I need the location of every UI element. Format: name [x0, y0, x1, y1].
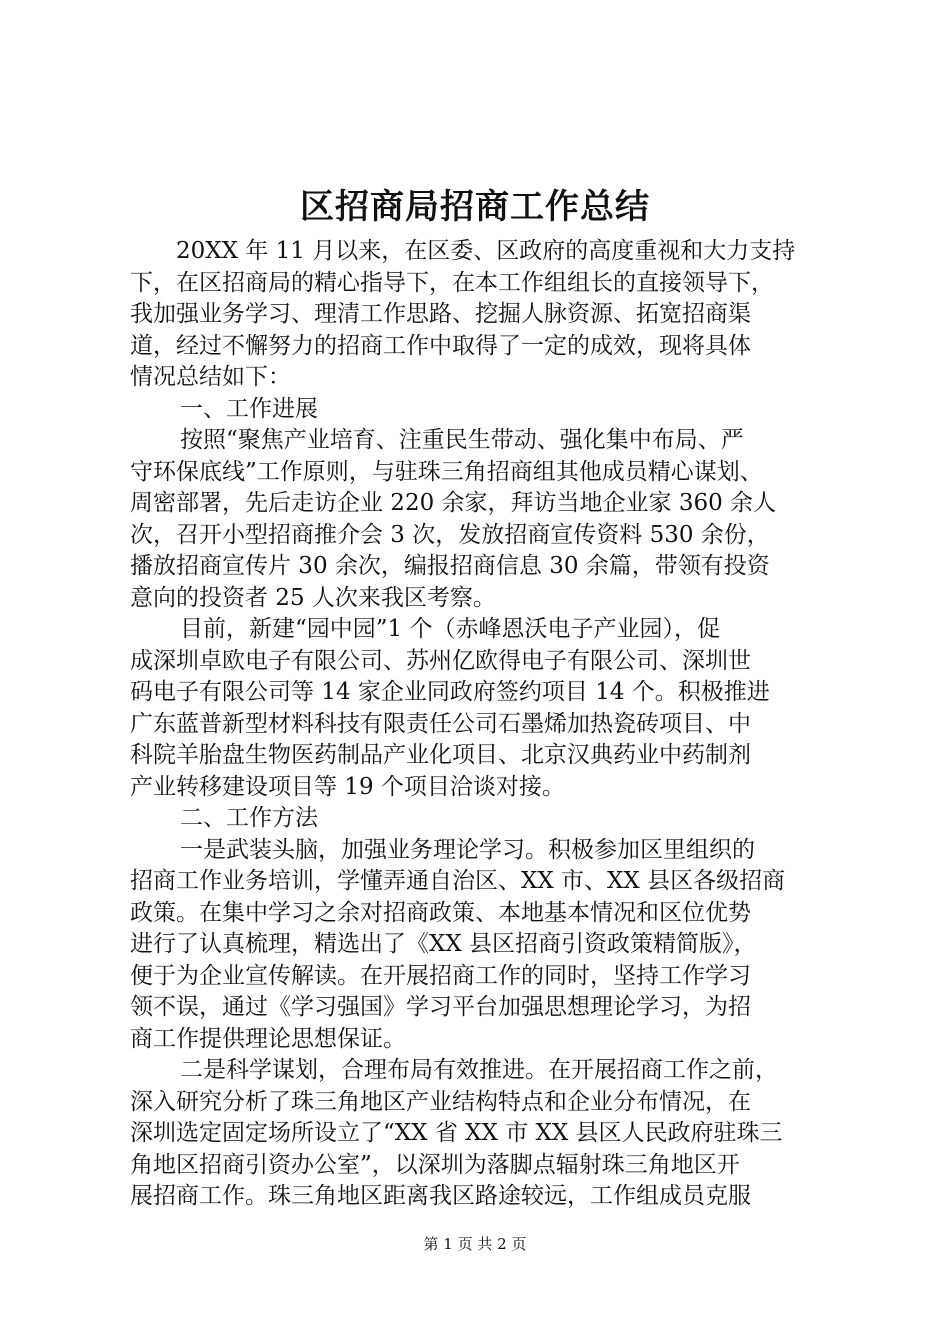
body-line-21: 招商工作业务培训，学懂弄通自治区、XX 市、XX 县区各级招商 [130, 868, 786, 894]
body-line-8: 守环保底线”工作原则，与驻珠三角招商组其他成员精心谋划、 [130, 458, 763, 485]
body-line-10: 次，召开小型招商推介会 3 次，发放招商宣传资料 530 余份， [130, 521, 770, 548]
body-line-22: 政策。在集中学习之余对招商政策、本地基本情况和区位优势 [130, 899, 751, 926]
body-line-13: 目前，新建“园中园”1 个（赤峰恩沃电子产业园），促 [180, 616, 720, 642]
body-line-11: 播放招商宣传片 30 余次，编报招商信息 30 余篇，带领有投资 [130, 553, 770, 579]
body-line-20: 一是武装头脑，加强业务理论学习。积极参加区里组织的 [180, 836, 755, 863]
body-line-29: 深圳选定固定场所设立了“XX 省 XX 市 XX 县区人民政府驻珠三 [130, 1120, 783, 1146]
document-body [130, 236, 830, 1213]
body-line-4: 道，经过不懈努力的招商工作中取得了一定的成效，现将具体 [130, 332, 751, 359]
body-line-28: 深入研究分析了珠三角地区产业结构特点和企业分布情况，在 [130, 1088, 751, 1115]
body-line-9: 周密部署，先后走访企业 220 余家，拜访当地企业家 360 余人 [130, 490, 777, 516]
body-line-30: 角地区招商引资办公室”，以深圳为落脚点辐射珠三角地区开 [130, 1151, 740, 1178]
body-line-14: 成深圳卓欧电子有限公司、苏州亿欧得电子有限公司、深圳世 [130, 647, 751, 674]
document-title: 区招商局招商工作总结 [300, 187, 650, 227]
body-line-31: 展招商工作。珠三角地区距离我区路途较远，工作组成员克服 [130, 1183, 751, 1209]
body-line-12: 意向的投资者 25 人次来我区考察。 [130, 584, 496, 611]
body-line-25: 领不误，通过《学习强国》学习平台加强思想理论学习，为招 [130, 994, 751, 1020]
section-heading-progress: 一、工作进展 [180, 395, 318, 422]
body-line-3: 我加强业务学习、理清工作思路、挖掘人脉资源、拓宽招商渠 [130, 301, 751, 327]
body-line-17: 科院羊胎盘生物医药制品产业化项目、北京汉典药业中药制剂 [130, 742, 751, 768]
body-line-7: 按照“聚焦产业培育、注重民生带动、强化集中布局、严 [180, 427, 744, 453]
body-line-27: 二是科学谋划，合理布局有效推进。在开展招商工作之前， [180, 1057, 778, 1083]
body-line-2: 下，在区招商局的精心指导下，在本工作组组长的直接领导下， [130, 269, 774, 296]
body-line-18: 产业转移建设项目等 19 个项目洽谈对接。 [130, 773, 565, 800]
body-line-26: 商工作提供理论思想保证。 [130, 1025, 406, 1052]
page-footer: 第 1 页 共 2 页 [423, 1235, 527, 1253]
body-line-24: 便于为企业宣传解读。在开展招商工作的同时，坚持工作学习 [130, 962, 751, 989]
body-line-5: 情况总结如下： [130, 364, 291, 390]
section-heading-methods: 二、工作方法 [180, 805, 318, 831]
body-line-16: 广东蓝普新型材料科技有限责任公司石墨烯加热瓷砖项目、中 [130, 710, 751, 737]
body-line-1: 20XX 年 11 月以来，在区委、区政府的高度重视和大力支持 [176, 238, 796, 264]
body-line-23: 进行了认真梳理，精选出了《XX 县区招商引资政策精简版》， [130, 931, 757, 957]
body-line-15: 码电子有限公司等 14 家企业同政府签约项目 14 个。积极推进 [130, 679, 770, 705]
